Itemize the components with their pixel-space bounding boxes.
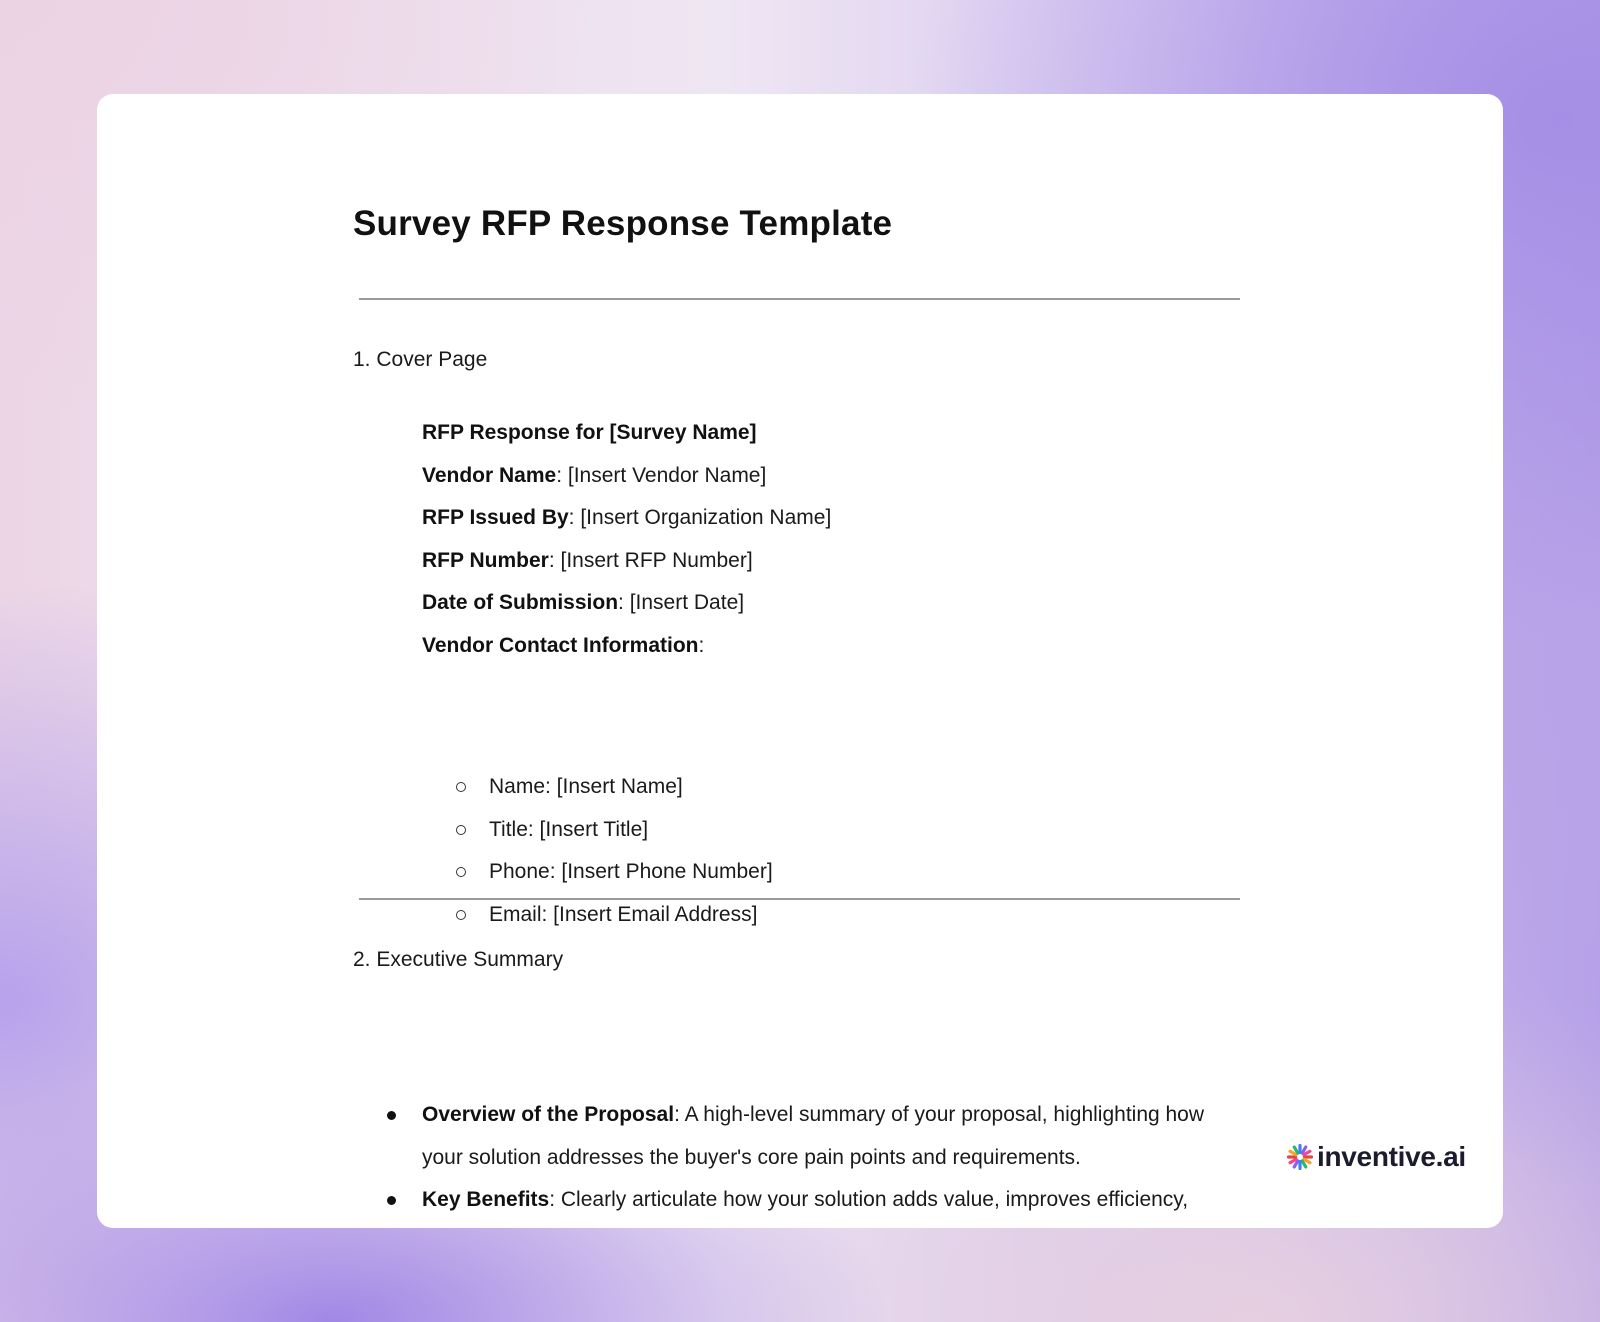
contact-item-text: Phone: [Insert Phone Number] <box>489 860 773 883</box>
document-title: Survey RFP Response Template <box>353 204 893 243</box>
section-divider <box>359 898 1240 900</box>
summary-item-label: Overview of the Proposal <box>422 1103 675 1126</box>
summary-item-key-benefits <box>387 1179 1247 1222</box>
sparkle-logo-icon <box>1287 1144 1313 1170</box>
vendor-contact-list <box>456 766 773 936</box>
summary-item-overview <box>387 1094 1247 1179</box>
field-value: : [Insert RFP Number] <box>548 548 753 572</box>
hollow-bullet-icon <box>456 825 466 835</box>
summary-item-label: Key Benefits <box>422 1188 550 1211</box>
contact-item-name <box>456 766 773 809</box>
field-label: Date of Submission <box>422 591 619 614</box>
contact-item-phone <box>456 851 773 894</box>
bullet-icon <box>387 1196 396 1205</box>
contact-item-text: Name: [Insert Name] <box>489 775 683 798</box>
hollow-bullet-icon <box>456 782 466 792</box>
field-label: RFP Number <box>422 548 549 572</box>
section-heading-cover-page: 1. Cover Page <box>353 348 488 371</box>
hollow-bullet-icon <box>456 910 466 920</box>
field-label: RFP Issued By <box>422 506 569 529</box>
field-label: RFP Response for [Survey Name] <box>422 421 757 444</box>
field-value: : [Insert Vendor Name] <box>556 463 767 487</box>
field-rfp-issued-by <box>422 497 831 540</box>
field-value: : <box>698 633 705 657</box>
contact-item-text: Email: [Insert Email Address] <box>489 902 758 926</box>
field-date-of-submission <box>422 582 831 625</box>
executive-summary-list <box>387 1094 1247 1222</box>
cover-page-fields <box>422 412 831 667</box>
hollow-bullet-icon <box>456 867 466 877</box>
field-label: Vendor Name <box>422 463 557 487</box>
brand-name: inventive.ai <box>1317 1141 1466 1172</box>
field-value: : [Insert Date] <box>618 591 745 614</box>
field-value: : [Insert Organization Name] <box>568 506 832 529</box>
contact-item-text: Title: [Insert Title] <box>489 817 649 841</box>
section-divider <box>359 298 1240 300</box>
bullet-icon <box>387 1111 396 1120</box>
field-vendor-contact-information <box>422 625 831 668</box>
field-label: Vendor Contact Information <box>422 633 699 657</box>
section-heading-executive-summary: 2. Executive Summary <box>353 948 564 971</box>
field-vendor-name <box>422 455 831 498</box>
contact-item-title <box>456 809 773 852</box>
summary-item-text: : A high-level summary of your proposal, highlighting how your solution addresses the buyer's core pain points and requirements. <box>422 1103 1205 1169</box>
brand-logo <box>1287 1140 1466 1174</box>
field-rfp-number <box>422 540 831 583</box>
document-card <box>97 94 1503 1228</box>
summary-item-text: : Clearly articulate how your solution adds value, improves efficiency, <box>549 1188 1189 1211</box>
field-rfp-response-for <box>422 412 831 455</box>
